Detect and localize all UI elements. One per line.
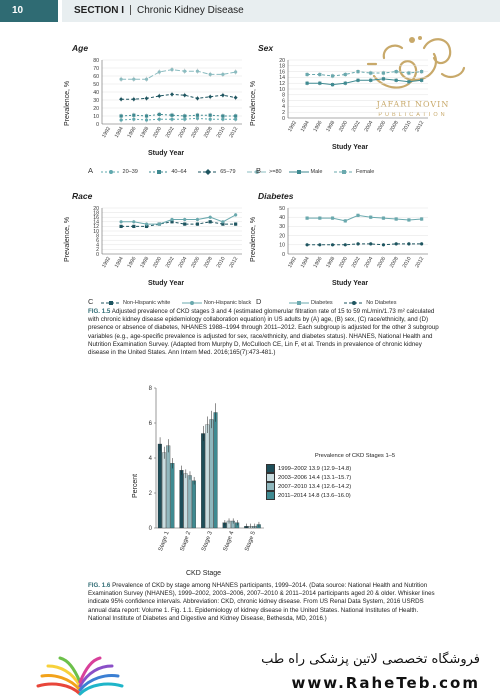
data-point xyxy=(234,213,237,216)
data-point xyxy=(170,118,173,121)
data-point xyxy=(344,243,347,246)
data-point xyxy=(318,73,321,76)
data-point xyxy=(420,70,423,73)
legend-swatch xyxy=(198,169,218,175)
legend-label: 65–79 xyxy=(220,169,236,175)
y-tick-label: 50 xyxy=(93,81,99,88)
data-point xyxy=(344,73,347,76)
data-point xyxy=(170,114,173,117)
panel-c-title: Race xyxy=(72,191,93,201)
legend-item xyxy=(334,169,374,175)
legend-swatch xyxy=(344,300,364,306)
y-tick-label: 60 xyxy=(93,73,99,80)
y-tick-label: 16 xyxy=(279,69,285,76)
y-tick-label: 6 xyxy=(282,98,285,105)
x-tick-label: 2006 xyxy=(376,120,388,133)
panel-d-letter: D xyxy=(256,297,262,306)
data-point xyxy=(132,78,135,81)
series-line xyxy=(307,215,422,221)
legend-label: 40–64 xyxy=(171,169,187,175)
chart-sex xyxy=(268,56,433,146)
legend-label: 1999–2002 13.9 (12.9–14.8) xyxy=(278,466,352,473)
y-tick-label: 2 xyxy=(96,247,99,254)
caption-text: Prevalence of CKD by stage among NHANES participants, 1999–2014. (Data source: National Health and Nutrition Examination Survey (NHANES), 1999–2002, 2003–2006, 2007–2010 & 2011–2014 participants aged 20 & older. Whisker lines indicate 95% confidence intervals. Abbreviation: CKD, chronic kidney disease. From US Renal Data System, 2016 USRDS annual data report: Volume 1. Fig. 1.1. Epidemiology of kidney disease in the United States. National Institutes of Health. National Institute of Diabetes and Digestive and Kidney Disease, Bethesda, MD, 2016.) xyxy=(88,582,435,622)
x-tick-label: 2004 xyxy=(363,120,375,133)
x-tick-label: 1998 xyxy=(139,126,151,139)
legend-item xyxy=(266,473,410,482)
panel-b-xlabel: Study Year xyxy=(332,144,369,151)
y-tick-label: 10 xyxy=(279,86,285,93)
data-point xyxy=(382,71,385,74)
x-tick-label: 2012 xyxy=(414,256,426,269)
fig16-legend-title: Prevalence of CKD Stages 1–5 xyxy=(314,453,396,459)
legend-swatch xyxy=(289,169,309,175)
y-tick-label: 6 xyxy=(96,238,99,244)
data-point xyxy=(209,118,212,121)
data-point xyxy=(158,70,161,73)
x-tick-label: 2012 xyxy=(228,126,240,139)
data-point xyxy=(145,223,148,226)
x-tick-label: 1994 xyxy=(299,256,311,269)
bar xyxy=(192,481,196,528)
bar xyxy=(184,474,188,528)
data-point xyxy=(369,242,372,245)
y-tick-label: 14 xyxy=(279,75,285,82)
legend-label: Non-Hispanic black xyxy=(203,300,252,306)
book-logo-icon xyxy=(30,654,130,698)
logo-sub: PUBLICATION xyxy=(378,112,448,118)
data-point xyxy=(382,77,385,80)
series-line xyxy=(307,72,422,76)
data-point xyxy=(157,94,161,98)
y-tick-label: 70 xyxy=(93,65,99,72)
y-tick-label: 18 xyxy=(93,210,99,217)
y-tick-label: 8 xyxy=(282,92,285,99)
series-line xyxy=(307,79,422,85)
legend-label: 2007–2010 13.4 (12.6–14.2) xyxy=(278,484,352,491)
x-tick-label: 2012 xyxy=(228,256,240,269)
data-point xyxy=(132,225,135,228)
x-tick-label: 1992 xyxy=(287,256,299,269)
series-line xyxy=(121,118,236,120)
store-url[interactable]: www.RaheTeb.com xyxy=(291,674,480,692)
store-banner xyxy=(0,650,500,700)
y-tick-label: 12 xyxy=(279,81,285,87)
data-point xyxy=(305,73,308,76)
data-point xyxy=(196,114,199,117)
legend-item xyxy=(101,300,170,306)
figure-1-6-caption xyxy=(88,582,440,623)
data-point xyxy=(318,217,321,220)
data-point xyxy=(158,118,161,121)
data-point xyxy=(209,114,212,117)
data-point xyxy=(119,118,122,121)
chart-race xyxy=(82,204,247,282)
chart-age xyxy=(82,56,247,152)
legend-label: >=80 xyxy=(269,169,282,175)
y-tick-label: 8 xyxy=(96,233,99,240)
data-point xyxy=(369,71,372,74)
panel-c-legend xyxy=(88,297,261,306)
data-point xyxy=(369,79,372,82)
y-tick-label: 10 xyxy=(93,228,99,235)
x-tick-label: 2006 xyxy=(190,256,202,269)
data-point xyxy=(305,217,308,220)
x-tick-label: 2000 xyxy=(338,256,350,269)
x-tick-label: 2004 xyxy=(177,126,189,139)
chart-diabetes xyxy=(268,204,433,282)
data-point xyxy=(331,243,334,246)
panel-a-letter: A xyxy=(88,166,94,175)
x-tick-label: 2008 xyxy=(202,126,214,139)
x-tick-label: 2008 xyxy=(388,120,400,133)
section-title: Chronic Kidney Disease xyxy=(137,5,244,16)
chart-ckd-stage xyxy=(140,384,270,574)
data-point xyxy=(305,82,308,85)
y-tick-label: 0 xyxy=(282,251,285,258)
y-tick-label: 30 xyxy=(279,224,285,231)
data-point xyxy=(395,79,398,82)
legend-item xyxy=(289,300,333,306)
data-point xyxy=(344,82,347,85)
x-tick-label: 1994 xyxy=(113,256,125,269)
y-tick-label: 20 xyxy=(93,105,99,112)
x-tick-label: 1996 xyxy=(312,256,324,269)
panel-b-letter: B xyxy=(256,166,262,175)
bar xyxy=(205,425,209,528)
x-tick-label: 2008 xyxy=(388,256,400,269)
x-tick-label: Stage 5 xyxy=(244,530,258,553)
panel-d-legend xyxy=(256,297,406,306)
section-heading xyxy=(62,0,500,22)
data-point xyxy=(395,242,398,245)
data-point xyxy=(407,242,410,245)
bar xyxy=(201,434,205,529)
data-point xyxy=(145,78,148,81)
x-tick-label: 2002 xyxy=(164,126,176,139)
y-tick-label: 30 xyxy=(93,97,99,104)
bar xyxy=(166,446,170,528)
x-tick-label: 2008 xyxy=(202,256,214,269)
data-point xyxy=(183,218,186,221)
x-tick-label: 1994 xyxy=(113,126,125,139)
y-tick-label: 8 xyxy=(148,386,152,392)
y-tick-label: 0 xyxy=(148,526,152,532)
y-tick-label: 40 xyxy=(279,215,285,221)
data-point xyxy=(196,70,199,73)
x-tick-label: 2006 xyxy=(376,256,388,269)
data-point xyxy=(234,70,237,73)
x-tick-label: Stage 3 xyxy=(201,530,214,553)
y-tick-label: 0 xyxy=(96,121,99,128)
panel-c-letter: C xyxy=(88,297,94,306)
panel-c-ylabel: Prevalence, % xyxy=(64,216,71,262)
legend-label: 2003–2006 14.4 (13.1–15.7) xyxy=(278,475,352,482)
data-point xyxy=(382,217,385,220)
data-point xyxy=(420,242,423,245)
panel-b-title: Sex xyxy=(258,43,274,53)
x-tick-label: 2002 xyxy=(350,120,362,133)
data-point xyxy=(331,217,334,220)
panel-d-title: Diabetes xyxy=(258,191,294,201)
data-point xyxy=(158,223,161,226)
x-tick-label: 1996 xyxy=(312,120,324,133)
legend-label: Male xyxy=(310,169,323,175)
panel-b-legend xyxy=(256,166,384,175)
x-tick-label: Stage 1 xyxy=(157,530,171,553)
panel-b-ylabel: Prevalence, % xyxy=(250,80,257,126)
x-tick-label: 1992 xyxy=(101,126,113,139)
data-point xyxy=(305,243,308,246)
x-tick-label: 2010 xyxy=(401,120,413,133)
x-tick-label: 2000 xyxy=(152,256,164,269)
data-point xyxy=(209,73,212,76)
data-point xyxy=(369,216,372,219)
data-point xyxy=(420,79,423,82)
legend-swatch xyxy=(266,473,275,482)
fig16-legend xyxy=(266,453,410,500)
legend-item xyxy=(266,491,410,500)
y-tick-label: 10 xyxy=(93,113,99,120)
data-point xyxy=(356,214,359,217)
data-point xyxy=(382,243,385,246)
y-tick-label: 10 xyxy=(279,242,285,249)
legend-label: Diabetes xyxy=(310,300,333,306)
legend-item xyxy=(344,300,396,306)
data-point xyxy=(183,223,186,226)
x-tick-label: 1994 xyxy=(299,120,311,133)
data-point xyxy=(234,114,237,117)
x-tick-label: 2002 xyxy=(350,256,362,269)
x-tick-label: 2012 xyxy=(414,120,426,133)
y-tick-label: 0 xyxy=(282,115,285,122)
data-point xyxy=(221,73,224,76)
data-point xyxy=(221,93,225,97)
data-point xyxy=(145,114,148,117)
data-point xyxy=(119,114,122,117)
legend-swatch xyxy=(101,300,121,306)
data-point xyxy=(145,118,148,121)
data-point xyxy=(196,223,199,226)
legend-swatch xyxy=(266,491,275,500)
x-tick-label: Stage 4 xyxy=(222,530,236,553)
x-tick-label: 2000 xyxy=(338,120,350,133)
y-tick-label: 14 xyxy=(93,219,99,226)
y-tick-label: 4 xyxy=(282,104,285,111)
section-label: SECTION I xyxy=(74,5,125,16)
y-tick-label: 4 xyxy=(148,456,152,462)
data-point xyxy=(318,82,321,85)
legend-item xyxy=(182,300,251,306)
page-number: 10 xyxy=(0,0,58,22)
data-point xyxy=(356,70,359,73)
bar xyxy=(170,463,174,528)
data-point xyxy=(196,218,199,221)
bar xyxy=(158,444,162,528)
caption-text: Adjusted prevalence of CKD stages 3 and 4 (estimated glomerular filtration rate of 15 to 59 mL/min/1.73 m² calculated with chronic kidney disease epidemiology collaboration equation) in US adults by (A) age, (B) sex, (C) race/ethnicity, and (D) presence or absence of diabetes, NHANES 1988–1994 through 2011–2012. Each subgroup is adjusted for the other 3 subgroup variables (e.g., age-specific prevalence is adjusted for sex, race/ethnicity, and diabetes status). NHANES, National Health and Nutrition Examination Survey. (Adapted from Murphy D, McCulloch CE, Lin F, et al. Trends in prevalence of chronic kidney disease in the United States. Ann Intern Med. 2016;165(7):473-481.) xyxy=(88,308,439,357)
data-point xyxy=(407,71,410,74)
series-line xyxy=(121,94,236,99)
legend-item xyxy=(198,169,235,175)
y-tick-label: 20 xyxy=(279,233,285,240)
store-name: فروشگاه تخصصی لاتین پزشکی راه طب xyxy=(261,652,480,667)
data-point xyxy=(344,219,347,222)
data-point xyxy=(208,95,212,99)
caption-label: FIG. 1.5 xyxy=(88,308,111,315)
legend-swatch xyxy=(266,482,275,491)
series-line xyxy=(121,70,236,80)
data-point xyxy=(132,97,136,101)
x-tick-label: 2010 xyxy=(401,256,413,269)
x-tick-label: 1996 xyxy=(126,126,138,139)
panel-a-title: Age xyxy=(72,43,89,53)
data-point xyxy=(158,113,161,116)
legend-swatch xyxy=(266,464,275,473)
x-tick-label: 2006 xyxy=(190,126,202,139)
data-point xyxy=(119,220,122,223)
legend-label: No Diabetes xyxy=(366,300,397,306)
legend-item xyxy=(149,169,186,175)
legend-item xyxy=(101,169,138,175)
data-point xyxy=(356,242,359,245)
legend-item xyxy=(266,482,410,491)
legend-swatch xyxy=(182,300,202,306)
data-point xyxy=(119,225,122,228)
legend-swatch xyxy=(289,300,309,306)
y-tick-label: 2 xyxy=(282,110,285,116)
x-tick-label: 2004 xyxy=(363,256,375,269)
data-point xyxy=(170,218,173,221)
data-point xyxy=(183,70,186,73)
y-tick-label: 80 xyxy=(93,57,99,64)
x-tick-label: 2010 xyxy=(215,256,227,269)
data-point xyxy=(420,217,423,220)
fig16-ylabel: Percent xyxy=(132,473,139,498)
x-tick-label: 1992 xyxy=(101,256,113,269)
y-tick-label: 2 xyxy=(148,491,152,497)
panel-a-ylabel: Prevalence, % xyxy=(64,80,71,126)
data-point xyxy=(356,79,359,82)
y-tick-label: 16 xyxy=(93,215,99,221)
bar xyxy=(188,476,192,529)
data-point xyxy=(331,83,334,86)
data-point xyxy=(170,92,174,96)
data-point xyxy=(132,118,135,121)
y-tick-label: 50 xyxy=(279,205,285,212)
x-tick-label: 1998 xyxy=(325,256,337,269)
data-point xyxy=(331,74,334,77)
x-tick-label: 1992 xyxy=(287,120,299,133)
legend-swatch xyxy=(101,169,121,175)
divider xyxy=(130,5,131,15)
data-point xyxy=(132,114,135,117)
x-tick-label: 2010 xyxy=(215,126,227,139)
fig16-xlabel: CKD Stage xyxy=(186,570,222,577)
x-tick-label: 2000 xyxy=(152,126,164,139)
data-point xyxy=(170,68,173,71)
y-tick-label: 0 xyxy=(96,251,99,258)
x-tick-label: 1998 xyxy=(325,120,337,133)
legend-item xyxy=(266,464,410,473)
caption-label: FIG. 1.6 xyxy=(88,582,111,589)
panel-c-xlabel: Study Year xyxy=(148,280,185,287)
data-point xyxy=(132,220,135,223)
x-tick-label: 2004 xyxy=(177,256,189,269)
data-point xyxy=(234,223,237,226)
data-point xyxy=(221,220,224,223)
data-point xyxy=(318,243,321,246)
data-point xyxy=(395,70,398,73)
bar xyxy=(210,420,214,529)
data-point xyxy=(209,220,212,223)
legend-item xyxy=(289,169,323,175)
panel-d-xlabel: Study Year xyxy=(332,280,369,287)
legend-label: 2011–2014 14.8 (13.6–16.0) xyxy=(278,493,351,500)
y-tick-label: 20 xyxy=(279,57,285,64)
data-point xyxy=(221,114,224,117)
data-point xyxy=(407,218,410,221)
x-tick-label: 1998 xyxy=(139,256,151,269)
y-tick-label: 6 xyxy=(148,421,152,427)
x-tick-label: Stage 2 xyxy=(179,530,193,553)
x-tick-label: 1996 xyxy=(126,256,138,269)
legend-label: 20–39 xyxy=(122,169,138,175)
y-tick-label: 4 xyxy=(96,242,99,249)
logo-brand: JAFARI NOVIN xyxy=(376,100,450,109)
figure-1-5-caption xyxy=(88,308,440,357)
legend-label: Female xyxy=(356,169,375,175)
data-point xyxy=(183,114,186,117)
legend-label: Non-Hispanic white xyxy=(122,300,171,306)
legend-swatch xyxy=(149,169,169,175)
data-point xyxy=(183,93,187,97)
y-tick-label: 12 xyxy=(93,224,99,231)
y-tick-label: 40 xyxy=(93,89,99,96)
data-point xyxy=(407,80,410,83)
y-tick-label: 18 xyxy=(279,63,285,70)
page-header xyxy=(0,0,500,22)
bar xyxy=(180,470,184,528)
x-tick-label: 2002 xyxy=(164,256,176,269)
bar xyxy=(214,413,218,529)
panel-a-xlabel: Study Year xyxy=(148,150,185,157)
data-point xyxy=(395,217,398,220)
y-tick-label: 20 xyxy=(93,205,99,212)
legend-swatch xyxy=(334,169,354,175)
bar xyxy=(162,453,166,528)
series-line xyxy=(121,114,236,116)
panel-d-ylabel: Prevalence, % xyxy=(250,216,257,262)
data-point xyxy=(234,96,238,100)
data-point xyxy=(209,216,212,219)
data-point xyxy=(119,78,122,81)
data-point xyxy=(119,97,123,101)
